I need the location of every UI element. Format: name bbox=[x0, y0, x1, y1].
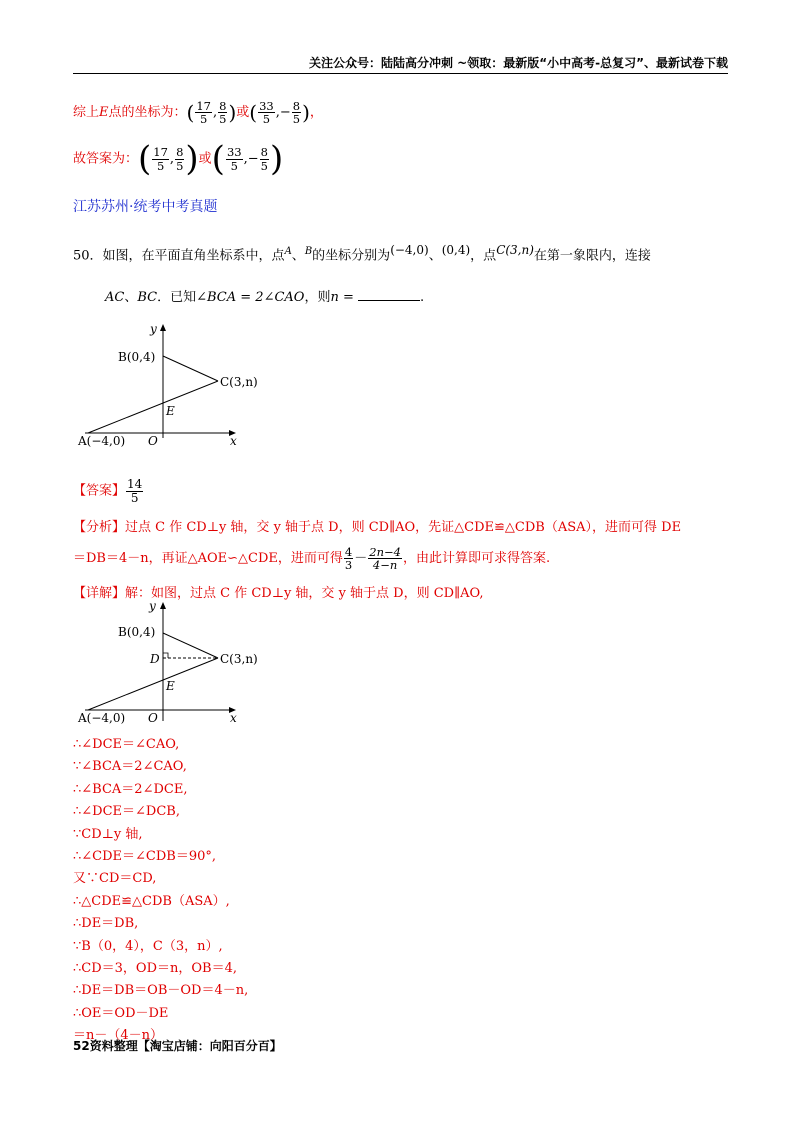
answer-summary-label: 故答案为： bbox=[73, 151, 139, 167]
proof-step: ∴∠DCE＝∠CAO, bbox=[73, 737, 180, 752]
coord-a: (−4,0) bbox=[390, 243, 429, 257]
fig1-x-label: x bbox=[230, 434, 237, 448]
proof-step: ∴CD＝3，OD＝n，OB＝4, bbox=[73, 961, 237, 977]
fig2-b-label: B(0,4) bbox=[118, 625, 156, 639]
answer-frac: $\frac{14}{5}$ bbox=[127, 477, 143, 505]
proof-step: ∴∠DCE＝∠DCB, bbox=[73, 804, 180, 820]
source-tag: 江苏苏州·统考中考真题 bbox=[73, 199, 218, 215]
fig1-y-label: y bbox=[150, 322, 157, 336]
detail-label: 【详解】 bbox=[73, 586, 126, 601]
fig2-right-angle bbox=[163, 653, 168, 658]
analysis-label: 【分析】 bbox=[73, 520, 126, 535]
fig1-line-ac bbox=[88, 381, 218, 433]
frac-33-5: $\frac{33}{5}$ bbox=[259, 99, 274, 127]
fig2-c-label: C(3,n) bbox=[220, 652, 258, 666]
proof-step: ∴△CDE≌△CDB（ASA）, bbox=[73, 893, 230, 909]
fig1-o-label: O bbox=[148, 434, 158, 448]
point-a: A bbox=[284, 246, 292, 257]
page-footer: 52资料整理【淘宝店铺：向阳百分百】 bbox=[73, 1039, 282, 1053]
answer-blank bbox=[358, 288, 420, 301]
fig2-y-label: y bbox=[149, 599, 156, 613]
proof-step: ＝n－（4－n） bbox=[73, 1028, 164, 1044]
fig2-line-bc bbox=[163, 633, 218, 658]
proof-step: ∴OE＝OD－DE bbox=[73, 1005, 169, 1021]
or-text: 或 bbox=[236, 105, 250, 121]
proof-step: ∴DE＝DB＝OB－OD＝4－n, bbox=[73, 983, 249, 999]
condition: ∠BCA = 2∠CAO bbox=[196, 290, 305, 305]
fig2-d-label: D bbox=[150, 652, 160, 666]
proof-step: ∴∠BCA＝2∠DCE, bbox=[73, 781, 188, 797]
page-header: 关注公众号：陆陆高分冲刺 ~领取：最新版“小中高考-总复习”、最新试卷下载 bbox=[309, 56, 728, 70]
fig2-e-label: E bbox=[166, 679, 175, 693]
summary-tail: ， bbox=[309, 105, 323, 121]
answer-line bbox=[73, 478, 144, 504]
summary-text: 点的坐标为： bbox=[108, 105, 187, 121]
fig1-e-label: E bbox=[166, 404, 175, 418]
proof-step: ∵∠BCA＝2∠CAO, bbox=[73, 759, 187, 775]
or-text-2: 或 bbox=[198, 151, 212, 167]
fig1-c-label: C(3,n) bbox=[220, 375, 258, 389]
fig1-y-arrow bbox=[160, 324, 166, 331]
proof-step: ∴DE＝DB, bbox=[73, 916, 139, 932]
frac-8-5-b: $\frac{8}{5}$ bbox=[292, 99, 301, 127]
proof-step: ∴∠CDE＝∠CDB＝90°, bbox=[73, 849, 217, 865]
proof-steps bbox=[73, 734, 248, 1048]
frac-17-5: $\frac{17}{5}$ bbox=[196, 99, 211, 127]
header-rule bbox=[73, 73, 728, 74]
summary-label: 综上 bbox=[73, 105, 100, 121]
problem-number: 50． bbox=[73, 248, 103, 264]
analysis-line-2: ＝DB＝4－n，再证△AOE∽△CDE，进而可得 $\frac{4}{3}$ － $\frac{2n-4}{4-n}$ ，由此计算即可求得答案. bbox=[73, 545, 551, 573]
fig1-a-label: A(−4,0) bbox=[78, 434, 126, 448]
frac-8-5: $\frac{8}{5}$ bbox=[219, 99, 227, 127]
proof-step: ∵B（0，4），C（3，n）, bbox=[73, 938, 223, 954]
fig1-b-label: B(0,4) bbox=[118, 350, 156, 364]
figure-2 bbox=[70, 596, 270, 726]
figure-1 bbox=[70, 318, 270, 448]
detail-line: 【详解】解：如图，过点 C 作 CD⊥y 轴，交 y 轴于点 D，则 CD∥AO, bbox=[73, 586, 484, 601]
coord-b: (0,4) bbox=[441, 243, 471, 257]
answer-label: 【答案】 bbox=[73, 483, 126, 499]
fig2-x-label: x bbox=[230, 711, 237, 725]
proof-step: 又∵CD＝CD, bbox=[73, 871, 157, 887]
point-e-label: E bbox=[99, 105, 109, 121]
fig1-line-bc bbox=[163, 356, 218, 381]
problem-line-1: 50．如图，在平面直角坐标系中，点$^A$、$^B$的坐标分别为$^{(-4,0)}$、$^{(0,4)}$，点$^{C(3,n)}$在第一象限内，连接 bbox=[73, 243, 651, 264]
fig2-o-label: O bbox=[148, 711, 158, 725]
proof-step: ∵CD⊥y 轴, bbox=[73, 826, 143, 842]
summary-line: 综上E点的坐标为：( $\frac{17}{5}$ , $\frac{8}{5}$ )或( $\frac{33}{5}$ ,− $\frac{8}{5}$ )， bbox=[73, 99, 323, 127]
fig2-a-label: A(−4,0) bbox=[78, 711, 126, 725]
point-b: B bbox=[304, 246, 313, 257]
analysis-line-1: 【分析】过点 C 作 CD⊥y 轴，交 y 轴于点 D，则 CD∥AO，先证△CDE≌△CDB（ASA），进而可得 DE bbox=[73, 520, 682, 535]
coord-c: C(3,n) bbox=[496, 243, 534, 257]
problem-line-2: AC、BC．已知∠BCA = 2∠CAO，则n = . bbox=[105, 290, 425, 305]
answer-summary-line: 故答案为：( $\frac{17}{5}$ , $\frac{8}{5}$ )或( $\frac{33}{5}$ ,− $\frac{8}{5}$ ) bbox=[73, 139, 284, 179]
fig2-y-arrow bbox=[160, 602, 166, 609]
